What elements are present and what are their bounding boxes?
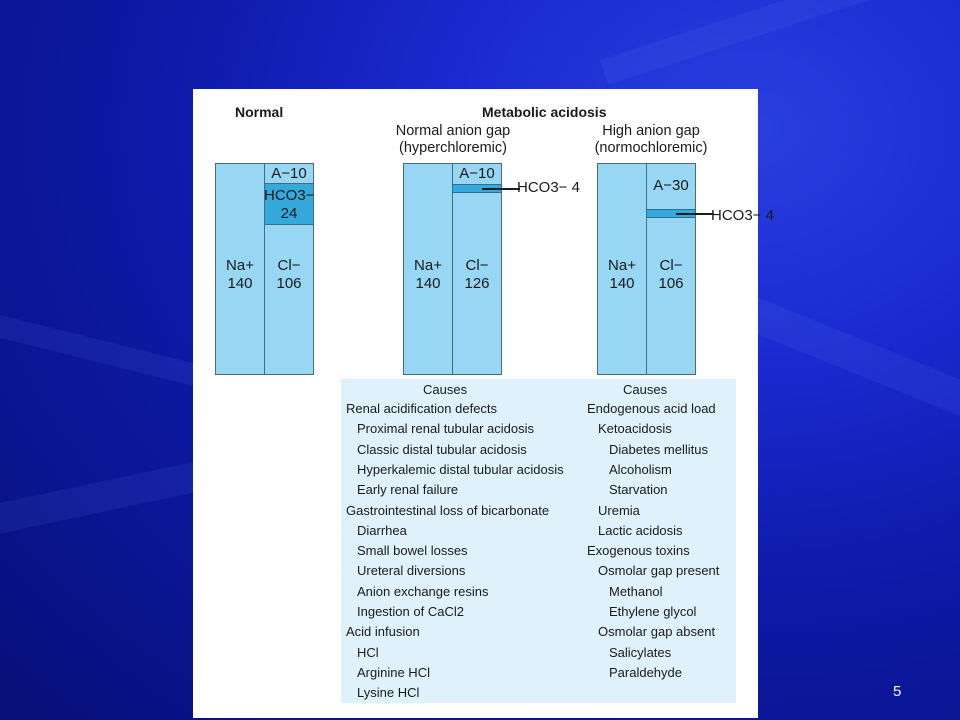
normal-na-label xyxy=(215,257,265,293)
normal-gap-cl-ion: Cl− xyxy=(465,257,489,274)
cause-item: Exogenous toxins xyxy=(587,543,690,559)
high-gap-cl-label xyxy=(646,257,696,293)
normal-title: Normal xyxy=(235,104,284,120)
normal-gap-a-ion: A− xyxy=(459,165,479,182)
high-gap-hco3-ion: HCO3− xyxy=(711,207,762,224)
cause-item: Endogenous acid load xyxy=(587,401,716,416)
normal-a-ion: A− xyxy=(271,165,291,182)
high-gap-a-value: 30 xyxy=(672,177,689,194)
high-gap-a-ion: A− xyxy=(653,177,673,194)
cause-item: Ureteral diversions xyxy=(357,563,466,579)
high-gap-cl-ion: Cl− xyxy=(659,257,683,274)
high-gap-hco3-label xyxy=(711,207,774,225)
normal-a-value: 10 xyxy=(290,165,307,182)
normal-na-ion: Na+ xyxy=(226,257,254,274)
cause-item: Anion exchange resins xyxy=(357,583,489,599)
cause-item: Paraldehyde xyxy=(609,664,682,680)
normal-gap-hco3-label xyxy=(517,179,580,197)
cause-item: Ingestion of CaCl2 xyxy=(357,604,464,619)
cause-item: Renal acidification defects xyxy=(346,401,498,416)
cause-item: Diabetes mellitus xyxy=(609,441,708,457)
cause-item: Methanol xyxy=(609,583,663,599)
normal-cl-label xyxy=(264,257,314,293)
figure-panel xyxy=(193,89,774,718)
cause-item: Gastrointestinal loss of bicarbonate xyxy=(346,502,550,518)
cause-item: Ketoacidosis xyxy=(598,421,672,437)
high-gap-na-label xyxy=(597,257,647,293)
cause-item: Starvation xyxy=(609,482,668,498)
normal-cl-ion: Cl− xyxy=(277,257,301,274)
cause-item: Diarrhea xyxy=(357,522,407,538)
high-gap-hco3-value: 4 xyxy=(765,207,774,224)
high-gap-na-ion: Na+ xyxy=(608,257,636,274)
normal-gap-hco3-value: 4 xyxy=(571,179,580,196)
cause-item: Osmolar gap absent xyxy=(598,624,716,640)
cause-item: Lysine HCl xyxy=(357,685,420,701)
normal-gap-title-line1: Normal anion gap xyxy=(395,123,511,139)
normal-hco3-label xyxy=(264,187,314,223)
normal-gap-cl-value: 126 xyxy=(464,275,490,292)
cause-item: Proximal renal tubular acidosis xyxy=(357,421,535,437)
cause-item: Small bowel losses xyxy=(357,543,468,559)
cause-item: Hyperkalemic distal tubular acidosis xyxy=(357,461,564,477)
cause-item: HCl xyxy=(357,644,379,660)
high-gap-causes-header: Causes xyxy=(623,382,668,397)
cause-item: Classic distal tubular acidosis xyxy=(357,441,527,457)
cause-item: Alcoholism xyxy=(609,461,672,477)
normal-gap-hco3-leader xyxy=(482,188,520,190)
high-gap-cl-value: 106 xyxy=(658,275,684,292)
cause-item: Ethylene glycol xyxy=(609,604,697,619)
high-gap-title-line2: (normochloremic) xyxy=(594,140,708,156)
cause-item: Early renal failure xyxy=(357,482,459,498)
normal-gap-cl-label xyxy=(452,257,502,293)
normal-a-label xyxy=(264,165,314,183)
normal-hco3-value: 24 xyxy=(280,205,298,222)
normal-gap-na-value: 140 xyxy=(415,275,441,292)
high-gap-hco3-leader xyxy=(676,213,714,215)
normal-gap-title-line2: (hyperchloremic) xyxy=(399,140,507,156)
acidosis-title: Metabolic acidosis xyxy=(482,104,607,120)
normal-gap-causes-header: Causes xyxy=(423,382,468,397)
normal-hco3-ion: HCO3− xyxy=(264,187,315,204)
cause-item: Arginine HCl xyxy=(357,664,430,680)
high-gap-na-value: 140 xyxy=(609,275,635,292)
normal-gap-na-ion: Na+ xyxy=(414,257,442,274)
background-streak xyxy=(600,0,960,85)
normal-gap-na-label xyxy=(403,257,453,293)
high-gap-title xyxy=(571,123,731,157)
normal-gap-a-label xyxy=(452,165,502,183)
normal-na-value: 140 xyxy=(227,275,253,292)
high-gap-title-line1: High anion gap xyxy=(602,123,700,139)
cause-item: Acid infusion xyxy=(346,624,420,640)
cause-item: Lactic acidosis xyxy=(598,522,683,538)
normal-cl-value: 106 xyxy=(276,275,302,292)
high-gap-a-label xyxy=(646,177,696,195)
causes-box xyxy=(341,379,736,703)
normal-gap-a-value: 10 xyxy=(478,165,495,182)
normal-gap-title xyxy=(373,123,533,157)
cause-item: Osmolar gap present xyxy=(598,563,720,579)
slide-number: 5 xyxy=(893,683,902,700)
cause-item: Salicylates xyxy=(609,644,672,660)
cause-item: Uremia xyxy=(598,502,640,518)
normal-gap-hco3-ion: HCO3− xyxy=(517,179,568,196)
